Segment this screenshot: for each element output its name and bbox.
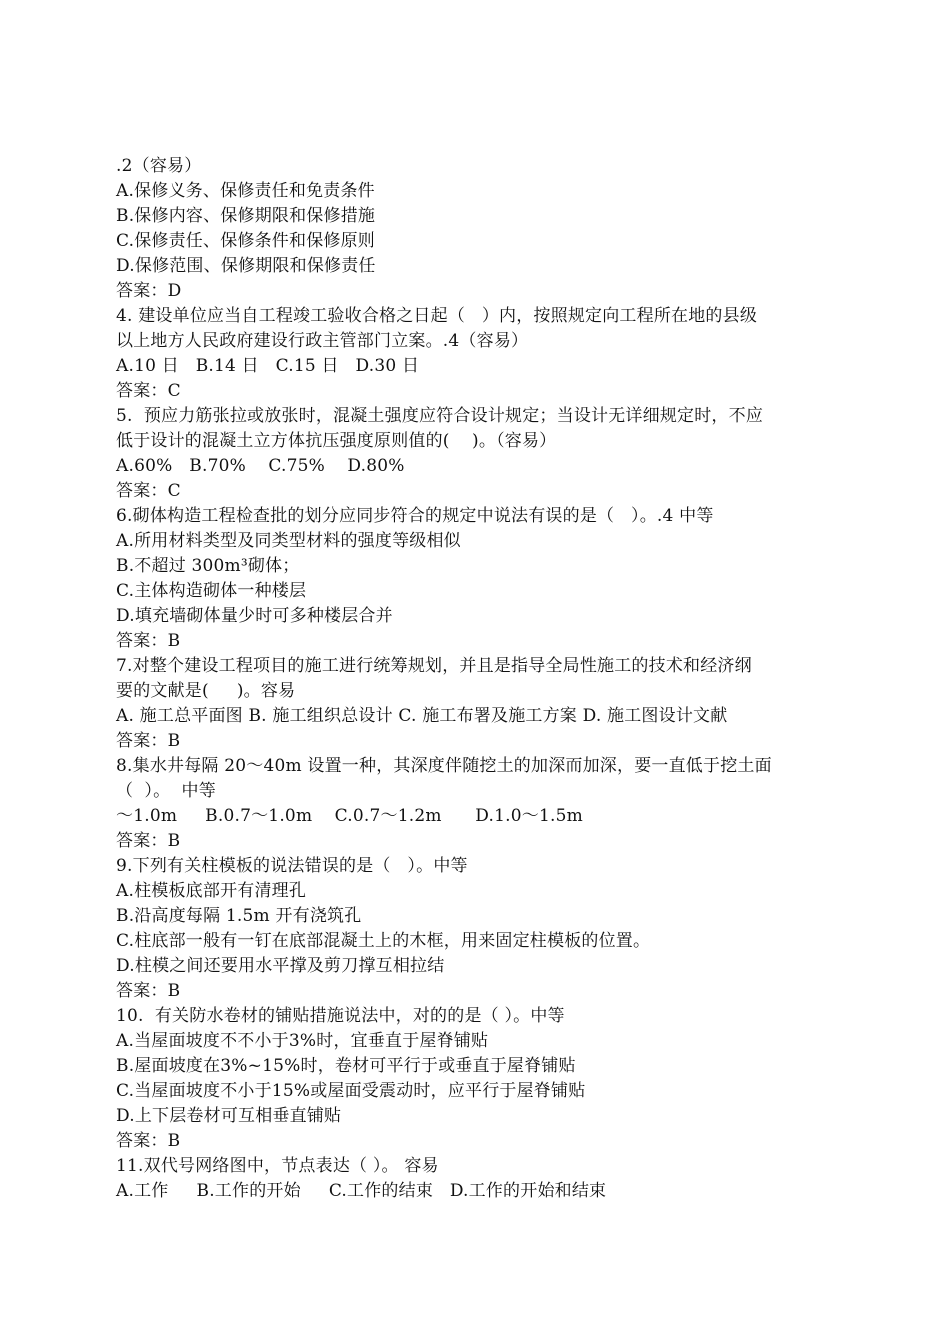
answer-line: 答案：B: [116, 731, 181, 751]
option-line: A.保修义务、保修责任和免责条件: [116, 181, 375, 201]
option-line: A.10 日 B.14 日 C.15 日 D.30 日: [116, 356, 420, 376]
option-line: B.保修内容、保修期限和保修措施: [116, 206, 376, 226]
question-line: （ ）。 中等: [116, 781, 216, 801]
option-line: A. 施工总平面图 B. 施工组织总设计 C. 施工布署及施工方案 D. 施工图设计文献: [116, 706, 728, 726]
question-line: 9.下列有关柱模板的说法错误的是（ ）。中等: [116, 856, 468, 876]
question-line: 6.砌体构造工程检查批的划分应同步符合的规定中说法有误的是（ ）。.4 中等: [116, 506, 714, 526]
question-line: 5. 预应力筋张拉或放张时，混凝土强度应符合设计规定；当设计无详细规定时，不应: [116, 406, 764, 426]
question-line: 10. 有关防水卷材的铺贴措施说法中，对的的是（ ）。中等: [116, 1006, 565, 1026]
option-line: A.所用材料类型及同类型材料的强度等级相似: [116, 531, 461, 551]
option-line: D.保修范围、保修期限和保修责任: [116, 256, 376, 276]
question-line: 8.集水井每隔 20～40m 设置一种，其深度伴随挖土的加深而加深，要一直低于挖土面: [116, 756, 772, 776]
option-line: ～1.0m B.0.7～1.0m C.0.7～1.2m D.1.0～1.5m: [116, 806, 583, 826]
answer-line: 答案：B: [116, 1131, 181, 1151]
document-page: [116, 154, 846, 1204]
text-line: .2（容易）: [116, 156, 202, 176]
question-line: 以上地方人民政府建设行政主管部门立案。.4（容易）: [116, 331, 529, 351]
answer-line: 答案：C: [116, 381, 181, 401]
option-line: A.工作 B.工作的开始 C.工作的结束 D.工作的开始和结束: [116, 1181, 607, 1201]
question-line: 要的文献是( )。容易: [116, 681, 296, 701]
option-line: D.柱模之间还要用水平撑及剪刀撑互相拉结: [116, 956, 445, 976]
option-line: A.60% B.70% C.75% D.80%: [116, 456, 405, 476]
option-line: D.上下层卷材可互相垂直铺贴: [116, 1106, 342, 1126]
answer-line: 答案：C: [116, 481, 181, 501]
option-line: B.屋面坡度在3%~15%时，卷材可平行于或垂直于屋脊铺贴: [116, 1056, 576, 1076]
question-line: 11.双代号网络图中，节点表达（ ）。 容易: [116, 1156, 439, 1176]
option-line: C.柱底部一般有一钉在底部混凝土上的木框，用来固定柱模板的位置。: [116, 931, 651, 951]
option-line: C.保修责任、保修条件和保修原则: [116, 231, 376, 251]
option-line: A.柱模板底部开有清理孔: [116, 881, 307, 901]
option-line: B.不超过 300m³砌体；: [116, 556, 300, 576]
question-line: 低于设计的混凝土立方体抗压强度原则值的( )。（容易）: [116, 431, 557, 451]
answer-line: 答案：B: [116, 981, 181, 1001]
option-line: C.当屋面坡度不小于15%或屋面受震动时，应平行于屋脊铺贴: [116, 1081, 586, 1101]
answer-line: 答案：D: [116, 281, 182, 301]
option-line: C.主体构造砌体一种楼层: [116, 581, 307, 601]
answer-line: 答案：B: [116, 631, 181, 651]
option-line: D.填充墙砌体量少时可多种楼层合并: [116, 606, 393, 626]
answer-line: 答案：B: [116, 831, 181, 851]
option-line: A.当屋面坡度不不小于3%时，宜垂直于屋脊铺贴: [116, 1031, 489, 1051]
question-line: 4. 建设单位应当自工程竣工验收合格之日起（ ）内，按照规定向工程所在地的县级: [116, 306, 758, 326]
question-line: 7.对整个建设工程项目的施工进行统筹规划，并且是指导全局性施工的技术和经济纲: [116, 656, 752, 676]
option-line: B.沿高度每隔 1.5m 开有浇筑孔: [116, 906, 362, 926]
